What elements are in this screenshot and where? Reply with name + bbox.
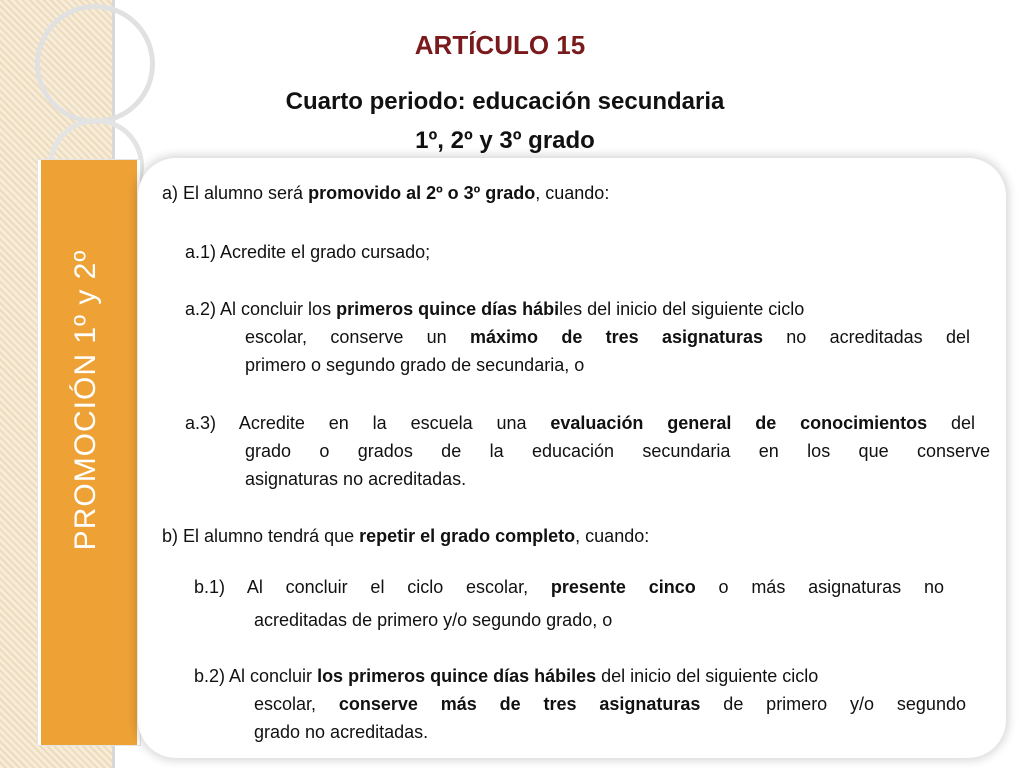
text-segment: no acreditadas del: [763, 327, 970, 347]
item-b2-line3: grado no acreditadas.: [254, 722, 429, 742]
bold-segment: primeros quince días hábi: [336, 299, 560, 319]
text-segment: b.2) Al concluir: [194, 666, 318, 686]
item-a3-line1: [185, 409, 975, 437]
item-a2-line1: [185, 295, 975, 323]
side-label-text: PROMOCIÓN 1º y 2º: [69, 249, 102, 551]
slide-title: ARTÍCULO 15: [414, 30, 586, 60]
item-a1: a.1) Acredite el grado cursado;: [185, 242, 431, 262]
text-segment: escolar, conserve un: [245, 327, 470, 347]
text-segment: b.1) Al concluir el ciclo escolar,: [194, 577, 551, 597]
item-a3-line3: asignaturas no acreditadas.: [245, 469, 467, 489]
item-b2-line1: [194, 662, 974, 690]
text-segment: de primero y/o segundo: [700, 694, 966, 714]
item-b1-line2: acreditadas de primero y/o segundo grado, o: [254, 610, 613, 630]
bold-segment: promovido al 2º o 3º grado: [308, 183, 536, 203]
bold-segment: conserve más de tres asignaturas: [338, 694, 701, 714]
slide-subtitle-line1: Cuarto periodo: educación secundaria: [285, 88, 725, 115]
text-segment: escolar,: [254, 694, 339, 714]
item-a3-line2: grado o grados de la educación secundaria en los que conserve: [245, 441, 990, 461]
section-a-intro: [162, 179, 982, 207]
text-segment: b) El alumno tendrá que: [162, 526, 360, 546]
section-b-intro: [162, 522, 982, 550]
bold-segment: repetir el grado completo: [359, 526, 576, 546]
text-segment: o más asignaturas no: [695, 577, 944, 597]
slide-subtitle-line2: 1º, 2º y 3º grado: [415, 127, 595, 154]
text-segment: a.3) Acredite en la escuela una: [185, 413, 551, 433]
text-segment: , cuando:: [535, 183, 610, 203]
bold-segment: evaluación general de conocimientos: [550, 413, 928, 433]
text-segment: del: [927, 413, 975, 433]
item-a2-line2: [245, 323, 970, 351]
item-b1-line1: [194, 573, 944, 601]
text-segment: a.2) Al concluir los: [185, 299, 337, 319]
bold-segment: máximo de tres asignaturas: [470, 327, 763, 347]
bold-segment: presente cinco: [550, 577, 696, 597]
item-b2-line2: [254, 690, 966, 718]
text-segment: a) El alumno será: [162, 183, 309, 203]
bold-segment: los primeros quince días hábiles: [317, 666, 597, 686]
text-segment: , cuando:: [575, 526, 650, 546]
item-a2-line3: primero o segundo grado de secundaria, o: [245, 355, 585, 375]
text-segment: les del inicio del siguiente ciclo: [559, 299, 805, 319]
text-segment: del inicio del siguiente ciclo: [596, 666, 819, 686]
